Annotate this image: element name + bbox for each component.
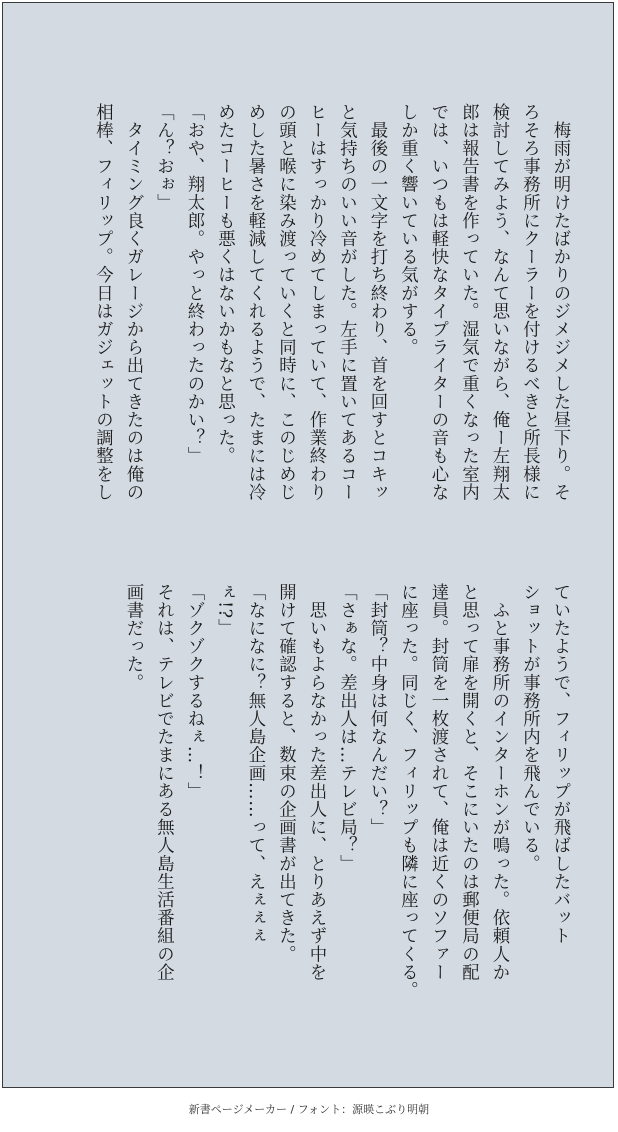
lower-text-line: 「なになに？無人島企画……って、えぇぇぇ [245,583,265,945]
page-footer: 新書ページメーカー / フォント：源暎こぶり明朝 [188,1103,430,1116]
upper-text-line: しか重く響いている気がする。 [397,103,418,357]
lower-text-line: と思って扉を開くと、そこにいたのは郵便局の配 [458,583,479,982]
upper-text-line: 相棒、フィリップ。今日はガジェットの調整をし [92,103,113,502]
lower-text-line: それは、テレビでたまにある無人島生活番組の企 [153,583,174,982]
upper-text-line: と気持ちのいい音がした。左手に置いてあるコー [336,103,357,502]
lower-text-block [118,583,576,1021]
upper-text-line: 検討してみよう、なんて思いながら、俺ー左翔太 [489,103,509,502]
upper-text-line: めたコーヒーも悪くはないかもなと思った。 [214,103,235,465]
upper-text-block [87,103,575,541]
upper-text-line: めした暑さを軽減してくれるようで、たまには冷 [245,103,265,502]
lower-text-line: ていたようで、フィリップが飛ばしたバット [550,583,570,945]
upper-text-line: の頭と喉に染み渡っていくと同時に、このじめじ [275,103,296,502]
upper-text-line: ヒーはすっかり冷めてしまっていて、作業終わり [306,103,326,502]
lower-text-line: 画書だった。 [123,583,143,692]
lower-text-line: 開けて確認すると、数束の企画書が出てきた。 [275,583,296,964]
lower-text-line: に座った。同じく、フィリップも隣に座ってくる。 [397,583,418,1000]
lower-text-line: ふと事務所のインターホンが鳴った。依頼人か [489,583,509,982]
page-frame [2,2,614,1088]
upper-text-line: 「ん？おぉ」 [153,103,174,212]
lower-text-line: 「封筒？中身は何なんだい？」 [367,583,387,837]
upper-text-line: タイミング良くガレージから出てきたのは俺の [123,103,143,502]
upper-text-line: 「おや、翔太郎。やっと終わったのかい？」 [184,103,204,465]
upper-text-line: 郎は報告書を作っていた。湿気で重くなった室内 [458,103,479,502]
lower-text-line: 「さぁな。差出人は…テレビ局？」 [336,583,357,873]
lower-text-line: ショットが事務所内を飛んでいる。 [519,583,540,873]
lower-text-line: 達員。封筒を一枚渡されて、俺は近くのソファー [428,583,448,982]
lower-text-line: 思いもよらなかった差出人に、とりあえず中を [306,583,326,982]
upper-text-line: では、いつもは軽快なタイプライターの音も心な [428,103,448,502]
lower-text-line: ぇ!?」 [214,583,235,637]
lower-text-line: 「ゾクゾクするねぇ…！」 [184,583,204,801]
upper-text-line: 最後の一文字を打ち終わり、首を回すとコキッ [367,103,387,502]
upper-text-line: ろそろ事務所にクーラーを付けるべきと所長様に [519,103,540,502]
upper-text-line: 梅雨が明けたばかりのジメジメした昼下り。そ [550,103,570,502]
